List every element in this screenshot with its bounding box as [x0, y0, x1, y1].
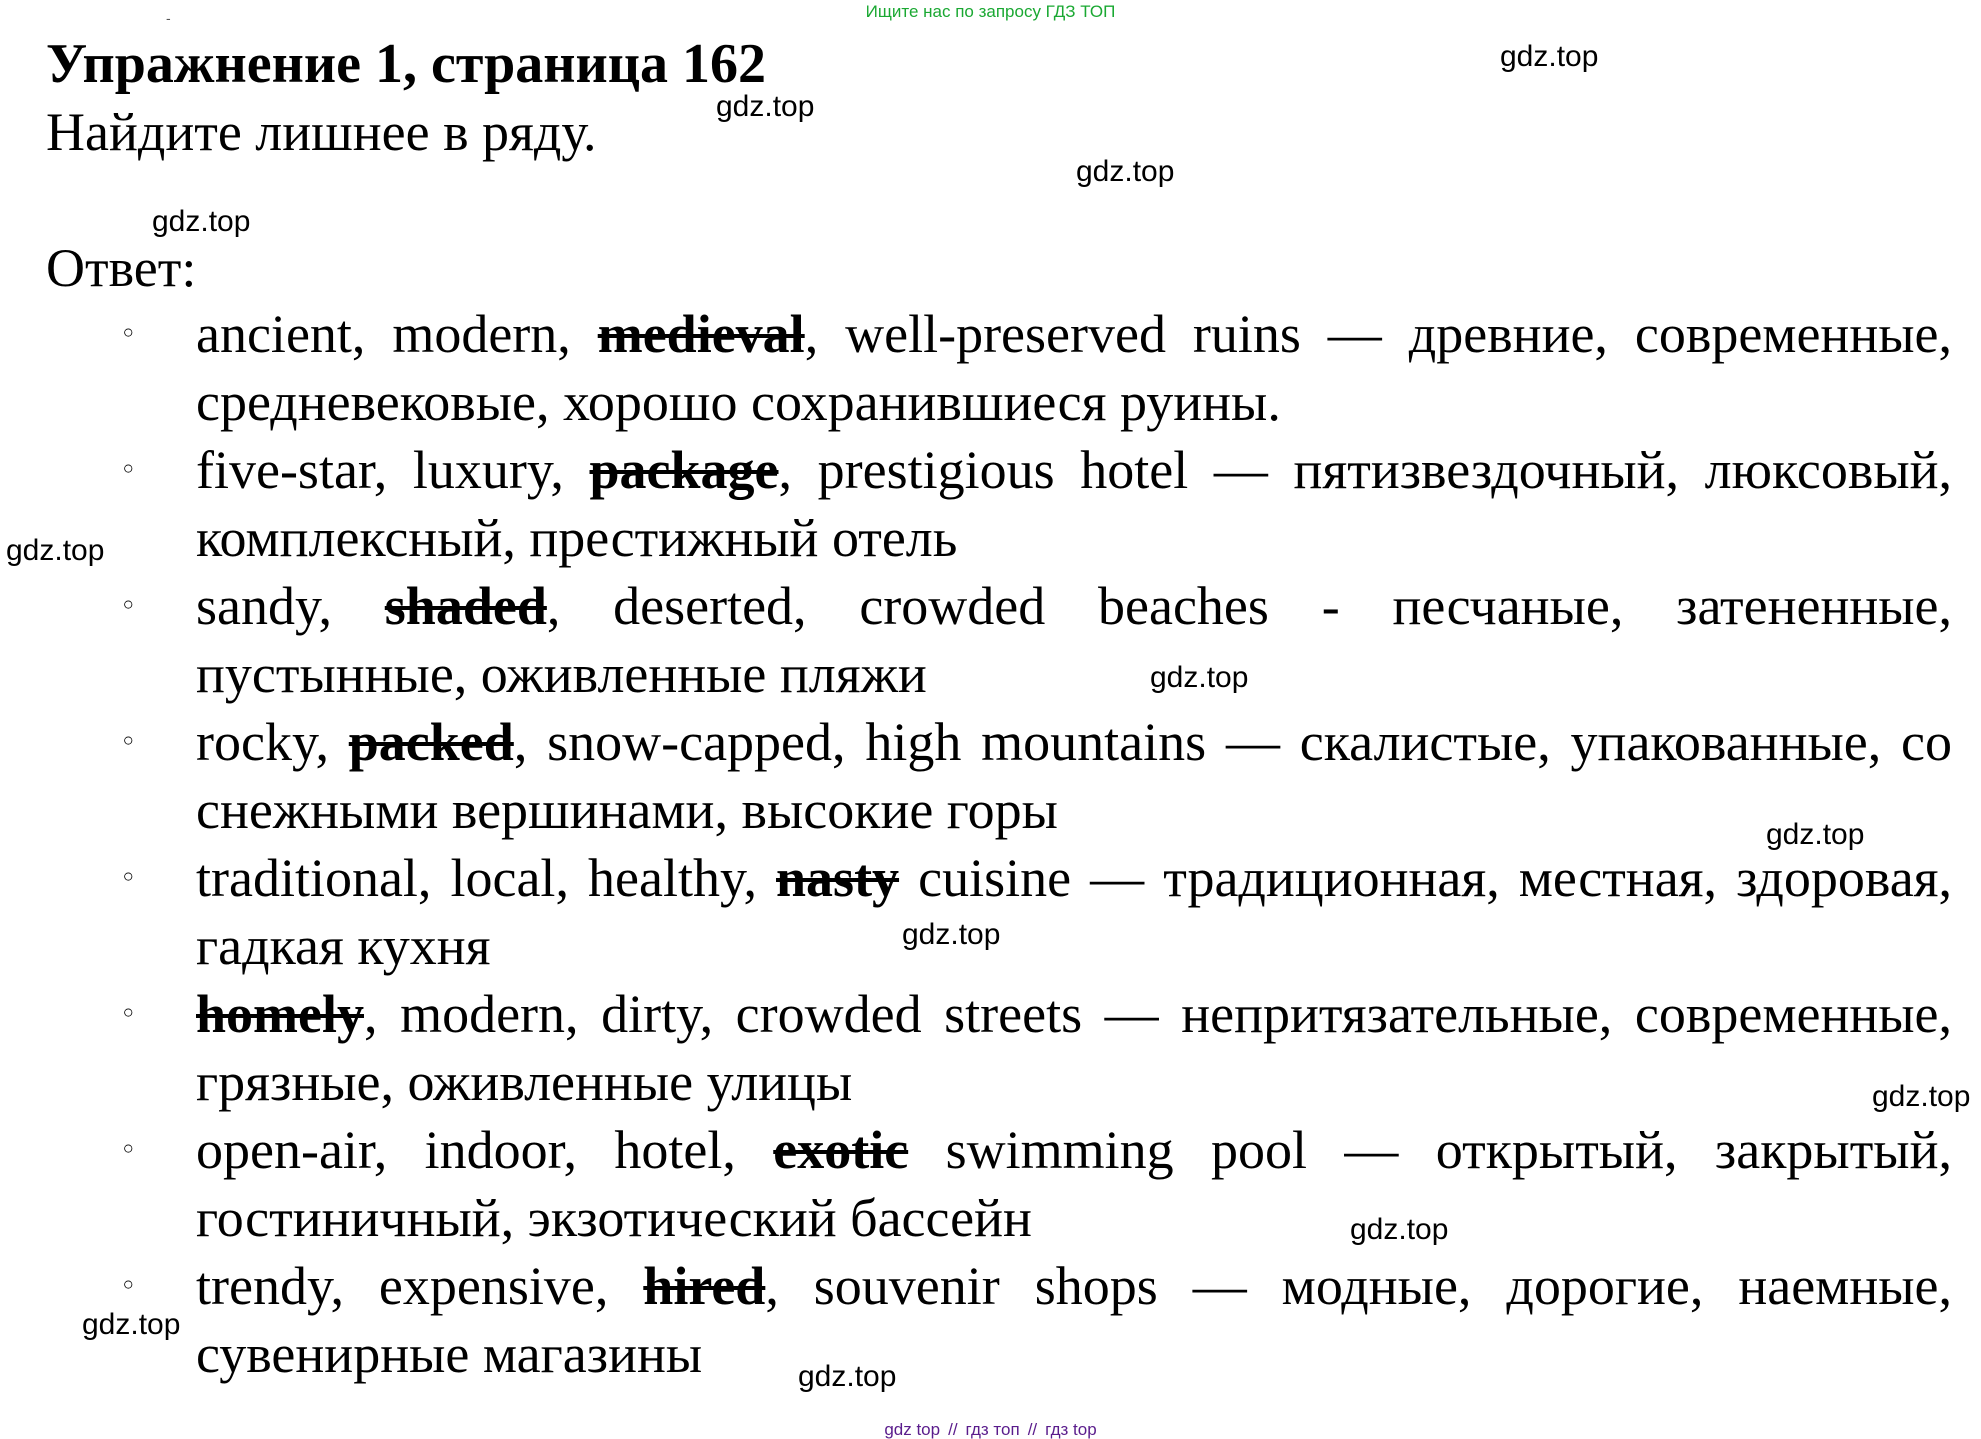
watermark: gdz.top — [6, 534, 105, 567]
answer-item — [120, 300, 1952, 436]
odd-word: packed — [348, 712, 514, 772]
bullet-icon: ◦ — [120, 997, 137, 1030]
bullet-icon: ◦ — [120, 453, 137, 486]
watermark: gdz.top — [1350, 1213, 1449, 1246]
odd-word: hired — [643, 1256, 766, 1316]
watermark: gdz.top — [1872, 1080, 1971, 1113]
exercise-instruction: Найдите лишнее в ряду. — [46, 102, 597, 162]
answer-item — [120, 572, 1952, 708]
answer-item — [120, 1252, 1952, 1388]
watermark: gdz.top — [152, 205, 251, 238]
answer-item — [120, 1116, 1952, 1252]
bullet-icon: ◦ — [120, 1133, 137, 1166]
answer-rest: , deserted, crowded beaches - песчаные, затененные, пустынные, оживленные пляжи — [196, 576, 1952, 704]
answer-label: Ответ: — [46, 238, 197, 298]
exercise-title: Упражнение 1, страница 162 — [46, 33, 767, 95]
search-hint-banner: Ищите нас по запросу ГДЗ ТОП — [865, 2, 1116, 21]
watermark: gdz.top — [902, 918, 1001, 951]
answer-rest: cuisine — традиционная, местная, здоровая, гадкая кухня — [196, 848, 1952, 976]
answer-list — [120, 300, 1952, 1388]
watermark: gdz.top — [1500, 40, 1599, 73]
footer-credit: гдз top — [1045, 1420, 1097, 1439]
answer-prefix: five-star, luxury, — [196, 440, 590, 500]
answer-rest: , prestigious hotel — пятизвездочный, люксовый, комплексный, престижный отель — [196, 440, 1952, 568]
watermark: gdz.top — [798, 1360, 897, 1393]
answer-rest: swimming pool — открытый, закрытый, гостиничный, экзотический бассейн — [196, 1120, 1952, 1248]
footer-credit: гдз топ — [965, 1420, 1020, 1439]
odd-word: medieval — [597, 304, 805, 364]
footer-separator: // — [948, 1420, 958, 1439]
bullet-icon: ◦ — [120, 861, 137, 894]
bullet-icon: ◦ — [120, 589, 137, 622]
answer-prefix: sandy, — [196, 576, 385, 636]
answer-item — [120, 436, 1952, 572]
answer-item — [120, 980, 1952, 1116]
footer-credits — [0, 1420, 1981, 1439]
watermark: gdz.top — [82, 1308, 181, 1341]
bullet-icon: ◦ — [120, 317, 137, 350]
answer-rest: , snow-capped, high mountains — скалистые, упакованные, со снежными вершинами, высокие горы — [196, 712, 1952, 840]
answer-prefix: ancient, modern, — [196, 304, 598, 364]
answer-item — [120, 844, 1952, 980]
odd-word: exotic — [773, 1120, 909, 1180]
watermark: gdz.top — [1766, 818, 1865, 851]
answer-rest: , souvenir shops — модные, дорогие, наемные, сувенирные магазины — [196, 1256, 1952, 1384]
answer-rest: , well-preserved ruins — древние, современные, средневековые, хорошо сохранившиеся руины. — [196, 304, 1952, 432]
odd-word: package — [589, 440, 779, 500]
answer-prefix: open-air, indoor, hotel, — [196, 1120, 774, 1180]
answer-prefix: traditional, local, healthy, — [196, 848, 777, 908]
answer-rest: , modern, dirty, crowded streets — непритязательные, современные, грязные, оживленные улицы — [196, 984, 1952, 1112]
answer-item — [120, 708, 1952, 844]
footer-separator: // — [1027, 1420, 1038, 1439]
bullet-icon: ◦ — [120, 1269, 137, 1302]
footer-credit: gdz top — [884, 1420, 941, 1439]
answer-prefix: trendy, expensive, — [196, 1256, 644, 1316]
odd-word: homely — [196, 984, 364, 1044]
watermark: gdz.top — [1150, 661, 1249, 694]
answer-prefix: rocky, — [196, 712, 349, 772]
watermark: gdz.top — [1076, 155, 1175, 188]
odd-word: shaded — [384, 576, 547, 636]
stray-mark: - — [166, 10, 171, 26]
odd-word: nasty — [776, 848, 900, 908]
watermark: gdz.top — [716, 90, 815, 123]
bullet-icon: ◦ — [120, 725, 137, 758]
